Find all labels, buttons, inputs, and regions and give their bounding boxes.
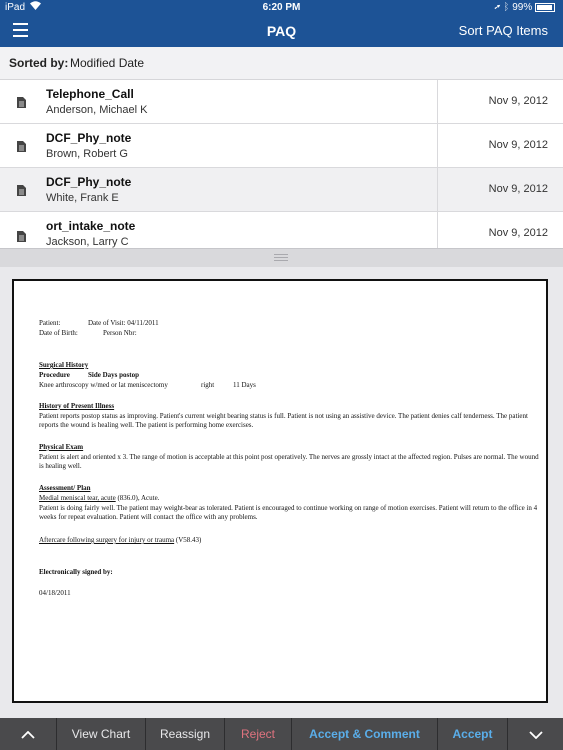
person-nbr-label: Person Nbr: [103,329,137,337]
status-bar [0,0,563,16]
diagnosis-2-name: Aftercare following surgery for injury or trauma [39,536,175,544]
item-date: Nov 9, 2012 [488,95,548,107]
procedure-text: Knee arthroscopy w/med or lat meniscectomy [39,381,168,389]
sort-label: Sorted by: [9,56,69,70]
physical-exam-text: Patient is alert and oriented x 3. The range of motion is acceptable at this point post operatively. The nerves are grossly intact at the affected region. Pulses are normal. The wound is healing well. [39,453,539,470]
collapse-down-button[interactable] [508,718,563,750]
reassign-button[interactable]: Reassign [159,727,211,741]
patient-label: Patient: [39,319,61,327]
procedure-days: 11 Days [233,381,256,389]
list-item[interactable] [0,80,563,124]
reject-button[interactable]: Reject [240,727,275,741]
list-item[interactable] [0,124,563,168]
signature-date: 04/18/2011 [39,589,71,597]
accept-and-comment-button[interactable]: Accept & Comment [309,727,420,741]
document-icon [17,95,26,106]
split-view-handle[interactable] [0,248,563,267]
row-divider [437,124,438,167]
nav-bar [0,16,563,47]
sort-value: Modified Date [70,56,145,70]
top-bar [0,0,563,47]
document-icon [17,139,26,150]
sort-paq-items-button[interactable]: Sort PAQ Items [458,23,548,38]
battery-percent: 99% [512,2,533,13]
diagnosis-1 [39,494,159,503]
battery-icon [535,3,555,12]
diagnosis-1-name: Medial meniscal tear, acute [39,494,116,502]
chevron-down-icon [529,731,543,739]
accept-button[interactable]: Accept [452,727,493,741]
chevron-up-icon [21,731,35,739]
item-patient: Anderson, Michael K [46,104,148,116]
electronic-signature-label: Electronically signed by: [39,568,113,576]
row-divider [437,168,438,211]
diagnosis-1-code: (836.0), Acute. [117,494,160,502]
row-divider [437,80,438,123]
side-days-heading: Side Days postop [88,371,139,379]
status-right [495,2,555,13]
item-title: DCF_Phy_note [46,175,132,189]
collapse-up-button[interactable] [0,718,56,750]
assessment-plan-heading: Assessment/ Plan [39,484,91,492]
physical-exam-heading: Physical Exam [39,443,84,451]
sort-bar [0,47,563,80]
procedure-side: right [201,381,215,389]
document-icon [17,229,26,240]
paq-list [0,80,563,248]
item-date: Nov 9, 2012 [488,139,548,151]
item-date: Nov 9, 2012 [488,227,548,239]
procedure-heading: Procedure [39,371,70,379]
page-title: PAQ [266,23,297,39]
item-patient: Brown, Robert G [46,148,128,160]
drag-grip-icon [274,254,288,262]
item-patient: White, Frank E [46,192,119,204]
item-title: ort_intake_note [46,219,136,233]
hpi-heading: History of Present Illness [39,402,115,410]
view-chart-button[interactable]: View Chart [71,727,131,741]
diagnosis-2 [39,536,201,545]
document-preview[interactable] [12,279,548,703]
list-item[interactable] [0,212,563,248]
row-divider [437,212,438,248]
carrier-label: iPad [5,2,26,13]
item-date: Nov 9, 2012 [488,183,548,195]
plan-text: Patient is doing fairly well. The patient may weight-bear as tolerated. Patient is encouraged to continue working on range of motion exercises. Patient will return to the office in 4 weeks for repeat evaluation. Patient will contact the office with any problems. [39,504,538,521]
diagnosis-2-code: (V58.43) [175,536,202,544]
item-patient: Jackson, Larry C [46,236,129,248]
list-item-selected[interactable] [0,168,563,212]
status-time: 6:20 PM [262,2,301,13]
date-of-visit: Date of Visit: 04/11/2011 [88,319,159,327]
dob-label: Date of Birth: [39,329,78,337]
item-title: Telephone_Call [46,87,134,101]
surgical-history-heading: Surgical History [39,361,89,369]
document-icon [17,183,26,194]
location-icon: ➚ [494,2,501,13]
bottom-toolbar [0,718,563,750]
bluetooth-icon: ᛒ [503,2,510,13]
item-title: DCF_Phy_note [46,131,132,145]
hpi-text: Patient reports postop status as improving. Patient's current weight bearing status is full. Patient is not using an assistive device. The patient denies calf tenderness. The patient reports the wound is healing well. The patient is performing home exercises. [39,412,528,429]
